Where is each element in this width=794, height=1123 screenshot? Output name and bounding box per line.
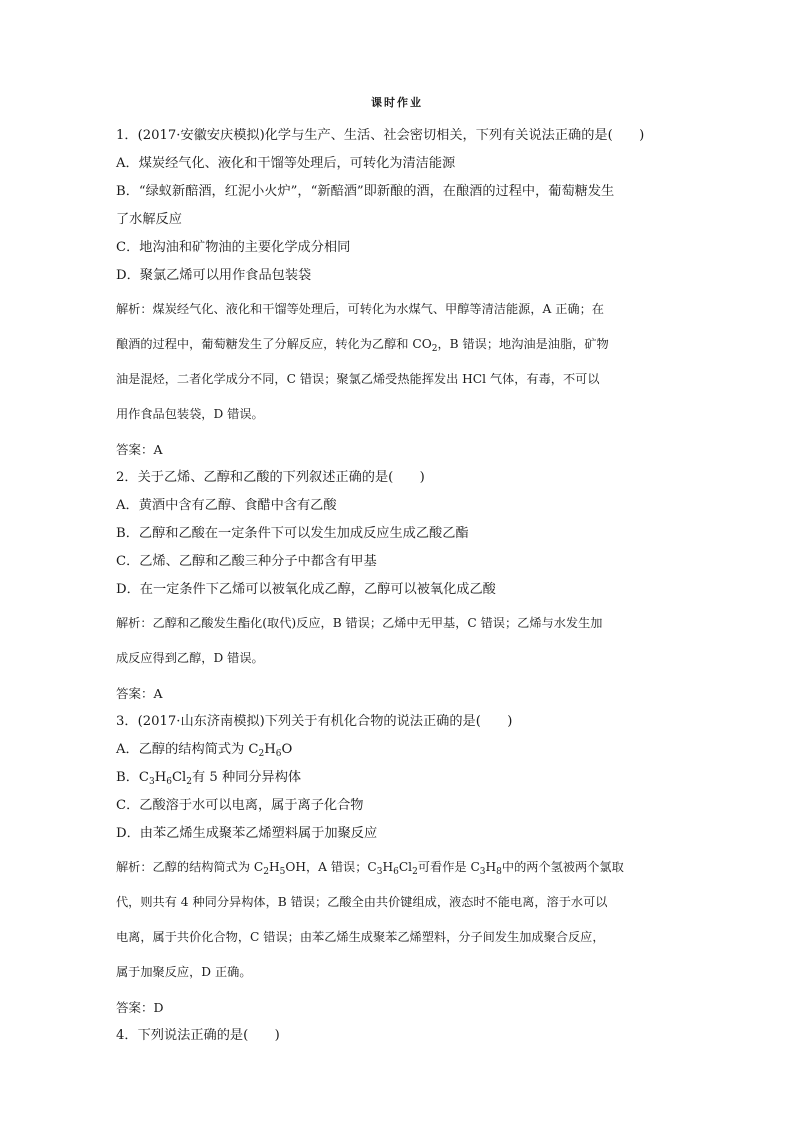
question-2-explanation-line-1: 解析：乙醇和乙酸发生酯化(取代)反应，B 错误；乙烯中无甲基，C 错误；乙烯与水发生加 bbox=[116, 616, 603, 630]
question-2-explanation-line-2: 成反应得到乙醇，D 错误。 bbox=[116, 651, 264, 665]
question-3-explanation-line-1: 解析：乙醇的结构简式为 $C_2H_5OH$，A 错误；$C_3H_6Cl_2$可看作是 $C_3H_8$中的两个氢被两个氯取 bbox=[116, 860, 624, 877]
question-1-explanation-line-2: 酿酒的过程中，葡萄糖发生了分解反应，转化为乙醇和 $CO_2$，B 错误；地沟油是油脂，矿物 bbox=[116, 337, 609, 354]
subscript: 2 bbox=[431, 344, 438, 354]
question-2-option-c: C．乙烯、乙醇和乙酸三种分子中都含有甲基 bbox=[116, 554, 377, 569]
question-2-option-d: D．在一定条件下乙烯可以被氧化成乙醇，乙醇可以被氧化成乙酸 bbox=[116, 582, 496, 597]
question-3-explanation-line-2: 代，则共有 4 种同分异构体，B 错误；乙酸全由共价键组成，液态时不能电离，溶于水可以 bbox=[116, 895, 608, 909]
question-3-stem: 3．(2017·山东济南模拟)下列关于有机化合物的说法正确的是( ) bbox=[116, 714, 513, 729]
question-1-explanation-line-3: 油是混烃，二者化学成分不同，C 错误；聚氯乙烯受热能挥发出 HCl 气体，有毒，不可以 bbox=[116, 372, 600, 386]
question-1-answer: 答案：A bbox=[116, 442, 163, 457]
question-2-option-b: B．乙醇和乙酸在一定条件下可以发生加成反应生成乙酸乙酯 bbox=[116, 526, 469, 541]
question-2-answer: 答案：A bbox=[116, 686, 163, 701]
question-3-option-a: A．乙醇的结构简式为 $C_2H_6O$ bbox=[116, 742, 293, 759]
question-4-stem: 4．下列说法正确的是( ) bbox=[116, 1028, 280, 1043]
question-1-explanation-line-4: 用作食品包装袋，D 错误。 bbox=[116, 407, 264, 421]
question-3-explanation-line-4: 属于加聚反应，D 正确。 bbox=[116, 965, 252, 979]
question-1-option-a: A．煤炭经气化、液化和干馏等处理后，可转化为清洁能源 bbox=[116, 156, 456, 171]
question-1-option-b-cont: 了水解反应 bbox=[116, 212, 182, 227]
question-3-option-b: B．$C_3H_6Cl_2$有 5 种同分异构体 bbox=[116, 770, 302, 787]
question-1-explanation-line-1: 解析：煤炭经气化、液化和干馏等处理后，可转化为水煤气、甲醇等清洁能源，A 正确；在 bbox=[116, 302, 604, 316]
question-3-answer: 答案：D bbox=[116, 1000, 164, 1015]
page-title: 课时作业 bbox=[371, 96, 423, 109]
question-2-option-a: A．黄酒中含有乙醇、食醋中含有乙酸 bbox=[116, 498, 337, 513]
question-2-stem: 2．关于乙烯、乙醇和乙酸的下列叙述正确的是( ) bbox=[116, 470, 425, 485]
question-3-explanation-line-3: 电离，属于共价化合物，C 错误；由苯乙烯生成聚苯乙烯塑料，分子间发生加成聚合反应， bbox=[116, 930, 605, 944]
question-1-stem: 1．(2017·安徽安庆模拟)化学与生产、生活、社会密切相关，下列有关说法正确的是( ) bbox=[116, 128, 645, 143]
question-list bbox=[116, 122, 684, 1050]
question-3-option-c: C．乙酸溶于水可以电离，属于离子化合物 bbox=[116, 798, 364, 813]
question-3-option-d: D．由苯乙烯生成聚苯乙烯塑料属于加聚反应 bbox=[116, 826, 378, 841]
question-1-option-b: B．“绿蚁新醅酒，红泥小火炉”，“新醅酒”即新酿的酒，在酿酒的过程中，葡萄糖发生 bbox=[116, 184, 615, 199]
question-1-option-d: D．聚氯乙烯可以用作食品包装袋 bbox=[116, 268, 312, 283]
question-1-option-c: C．地沟油和矿物油的主要化学成分相同 bbox=[116, 240, 351, 255]
